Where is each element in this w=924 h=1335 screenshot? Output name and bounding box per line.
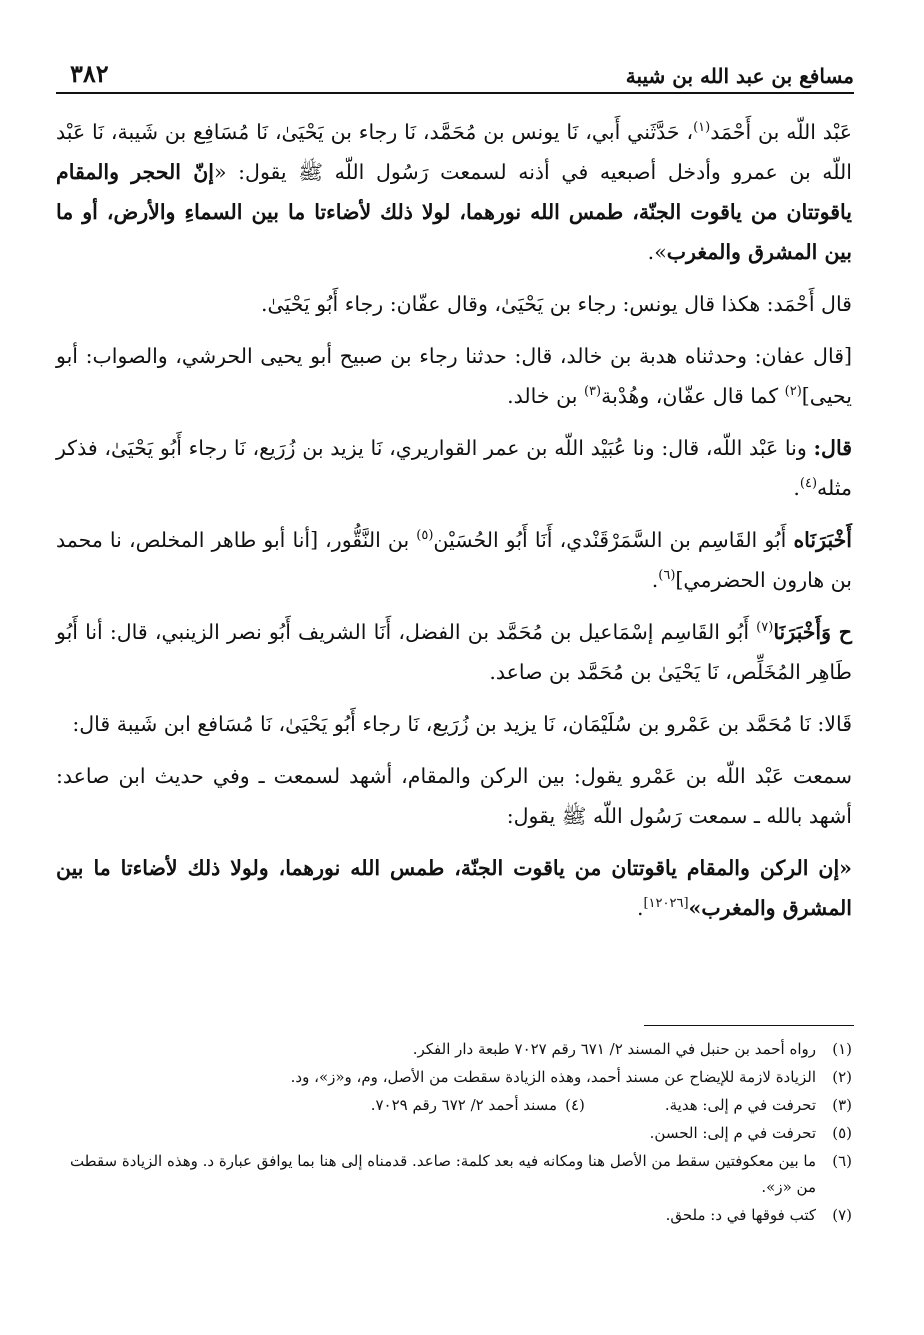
p4-text-a: ونا عَبْد اللّه، قال: ونا عُبَيْد اللّه بن عمر القواريري، نَا يزيد بن زُرَيع، نَا رجاء أَبُو يَحْيَىٰ، فذكر مثله: [56, 436, 852, 500]
p1-text-c: ».: [647, 240, 667, 264]
footnote-ref-2[interactable]: (٢): [784, 384, 802, 400]
paragraph-5: [56, 520, 852, 600]
footnotes: [56, 1036, 852, 1230]
hadith-number: [١٢٠٢٦]: [643, 896, 689, 912]
p9-text-c: .: [636, 896, 644, 920]
paragraph-2: قال أَحْمَد: هكذا قال يونس: رجاء بن يَحْيَىٰ، وقال عفّان: رجاء أَبُو يَحْيَىٰ.: [260, 292, 852, 316]
p5-text-c: .: [651, 568, 659, 592]
p1-hadith-text: إنّ الحجر والمقام ياقوتتان من ياقوت الجنّة، طمس الله نورهما، لولا ذلك لأضاءتا ما بين السماءِ والأرض، أو ما بين المشرق والمغرب: [56, 160, 852, 264]
footnote-5: [56, 1120, 852, 1146]
footnote-number: (٥): [832, 1124, 852, 1142]
footnote-text: ما بين معكوفتين سقط من الأصل هنا ومكانه فيه بعد كلمة: صاعد. قدمناه إلى هنا بما يوافق عبارة د. وهذه الزيادة سقطت من «ز».: [69, 1152, 816, 1196]
p6-text-a: أَبُو القَاسِم إسْمَاعيل بن مُحَمَّد بن الفضل، أَنَا الشريف أَبُو نصر الزينبي، قال: أنا أَبُو طَاهِر المُخَلِّص، نَا يَحْيَىٰ بن مُحَمَّد بن صاعد.: [56, 620, 852, 684]
footnote-2: [56, 1064, 852, 1090]
paragraph-3: [56, 336, 852, 416]
paragraph-7: قَالا: نَا مُحَمَّد بن عَمْرو بن سُلَيْمَان، نَا يزيد بن زُرَيع، نَا رجاء أَبُو يَحْيَىٰ، نَا مُسَافع ابن شَيبة قال:: [72, 712, 852, 736]
footnote-7: [56, 1202, 852, 1228]
p9-hadith-text: «إن الركن والمقام ياقوتتان من ياقوت الجنّة، طمس الله نورهما، ولولا ذلك لأضاءتا ما بين المشرق والمغرب»: [56, 856, 852, 920]
footnote-text: تحرفت في م إلى: هدية.: [664, 1096, 816, 1114]
p4-text-b: .: [793, 476, 800, 500]
footnote-3-4: [56, 1092, 852, 1118]
footnote-6: [56, 1148, 852, 1200]
footnote-ref-5[interactable]: (٥): [416, 528, 434, 544]
footnote-number: (٤): [565, 1096, 585, 1114]
header-rule: [56, 92, 854, 94]
page-number: ٣٨٢: [70, 59, 109, 88]
p3-text-b: كما قال عفّان، وهُدْبة: [601, 384, 785, 408]
p1-text-a: عَبْد اللّه بن أَحْمَد: [710, 120, 852, 144]
footnote-text: تحرفت في م إلى: الحسن.: [649, 1124, 816, 1142]
running-title: مسافع بن عبد الله بن شيبة: [625, 64, 854, 88]
footnote-number: (٧): [832, 1206, 852, 1224]
p3-text-c: بن خالد.: [507, 384, 584, 408]
footnote-number: (٣): [832, 1096, 852, 1114]
footnote-ref-7[interactable]: (٧): [756, 620, 774, 636]
p5-lead: أَخْبَرَنَاه: [793, 528, 852, 552]
footnote-number: (٢): [832, 1068, 852, 1086]
footnote-text: رواه أحمد بن حنبل في المسند ٢/ ٦٧١ رقم ٧٠٢٧ طبعة دار الفكر.: [412, 1040, 816, 1058]
p4-lead: قال:: [813, 436, 852, 460]
footnote-ref-1[interactable]: (١): [693, 120, 711, 136]
p6-lead: ح وَأَخْبَرَنَا: [773, 620, 853, 644]
footnote-ref-4[interactable]: (٤): [799, 476, 818, 492]
p3-text-a: [قال عفان: وحدثناه هدبة بن خالد، قال: حدثنا رجاء بن صبيح أبو يحيى الحرشي، والصواب: أبو يحيى]: [56, 344, 852, 408]
paragraph-9: [56, 848, 852, 928]
p5-text-a: أَبُو القَاسِم بن السَّمَرْقَنْدي، أَنَا أَبُو الحُسَيْن: [433, 528, 794, 552]
paragraph-8: سمعت عَبْد اللّه بن عَمْرو يقول: بين الركن والمقام، أشهد لسمعت ـ وفي حديث ابن صاعد: أشهد بالله ـ سمعت رَسُول اللّه ﷺ يقول:: [56, 764, 852, 828]
footnote-rule: [644, 1025, 854, 1026]
footnote-text: كتب فوقها في د: ملحق.: [665, 1206, 816, 1224]
footnote-ref-3[interactable]: (٣): [583, 384, 602, 400]
footnote-number: (٦): [832, 1152, 852, 1170]
paragraph-1: [56, 112, 852, 272]
p5-text-b: بن النَّقُّور، [أنا أبو طاهر المخلص، نا محمد بن هارون الحضرمي]: [56, 528, 852, 592]
footnote-1: [56, 1036, 852, 1062]
footnote-text: الزيادة لازمة للإيضاح عن مسند أحمد، وهذه الزيادة سقطت من الأصل، وم، و«ز»، ود.: [290, 1068, 816, 1086]
footnote-number: (١): [832, 1040, 852, 1058]
paragraph-6: [56, 612, 852, 692]
main-text: [56, 112, 852, 940]
footnote-text: مسند أحمد ٢/ ٦٧٢ رقم ٧٠٢٩.: [370, 1096, 558, 1114]
page-header: [70, 52, 854, 88]
p1-text-b: ، حَدَّثَني أَبي، نَا يونس بن مُحَمَّد، نَا رجاء بن يَحْيَىٰ، نَا مُسَافِع بن شَيبة، نَا عَبْد اللّه بن عمرو وأدخل أصبعيه في أذنه لسمعت رَسُول اللّه ﷺ يقول: «: [56, 120, 852, 184]
paragraph-4: [56, 428, 852, 508]
footnote-ref-6[interactable]: (٦): [658, 568, 676, 584]
